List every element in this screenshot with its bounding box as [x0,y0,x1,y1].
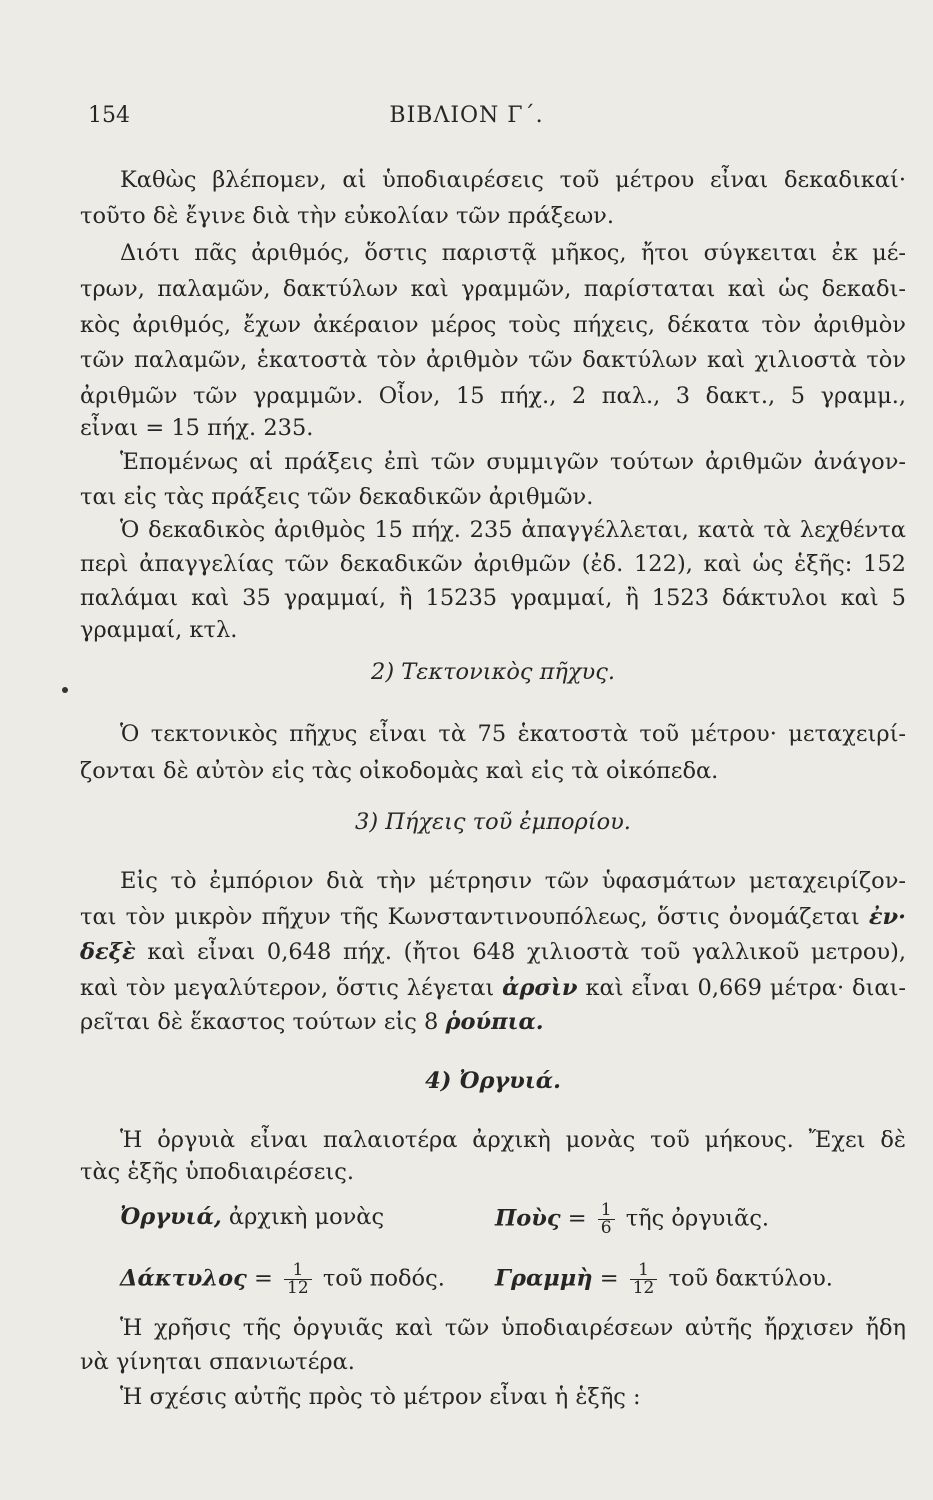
unit-desc: τοῦ ποδός. [322,1265,445,1292]
section-heading: 3) Πήχεις τοῦ ἐμπορίου. [355,809,631,835]
text-segment: καὶ τὸν μεγαλύτερον, ὅστις λέγεται [80,975,495,1001]
unit-term: Δάκτυλος [120,1265,247,1292]
text-segment: καὶ εἶναι 0,648 πήχ. (ἤτοι 648 χιλιοστὰ τοῦ γαλλικοῦ μετρου), [147,939,907,965]
term-endeze: ἐν· [868,904,906,930]
fraction [284,1262,312,1297]
ink-spot [62,687,68,693]
text-line: εἶναι = 15 πήχ. 235. [80,415,314,441]
unit-daktylos [120,1262,445,1297]
section-heading: 4) Ὀργυιά. [425,1068,561,1094]
unit-desc: τῆς ὀργυιᾶς. [625,1205,770,1232]
text-segment: ται τὸν μικρὸν πῆχυν τῆς Κωνσταντινουπόλεως, ὅστις ὀνομάζεται [80,904,860,930]
unit-orgyia [120,1202,384,1232]
equals-sign: = [567,1205,587,1232]
text-line: κὸς ἀριθμός, ἔχων ἀκέραιον μέρος τοὺς πήχεις, δέκατα τὸν ἀριθμὸν [80,312,906,338]
text-line: γραμμαί, κτλ. [80,617,238,643]
text-line: Διότι πᾶς ἀριθμός, ὅστις παριστᾷ μῆκος, ἤτοι σύγκειται ἐκ μέ- [120,240,906,266]
unit-desc: ἀρχικὴ μονὰς [228,1204,385,1230]
text-line: Ὁ δεκαδικὸς ἀριθμὸς 15 πήχ. 235 ἀπαγγέλλεται, κατὰ τὰ λεχθέντα [120,517,906,543]
text-line: παλάμαι καὶ 35 γραμμαί, ἢ 15235 γραμμαί, ἢ 1523 δάκτυλοι καὶ 5 [80,585,906,611]
text-line: Ἡ σχέσις αὐτῆς πρὸς τὸ μέτρον εἶναι ἡ ἑξῆς : [120,1384,641,1410]
fraction [598,1202,615,1237]
text-line: ἀριθμῶν τῶν γραμμῶν. Οἷον, 15 πήχ., 2 παλ., 3 δακτ., 5 γραμμ., [80,383,906,409]
fraction [630,1262,658,1297]
fraction-numerator: 1 [284,1262,312,1280]
text-line: ζονται δὲ αὐτὸν εἰς τὰς οἰκοδομὰς καὶ εἰς τὰ οἰκόπεδα. [80,758,719,784]
fraction-denominator: 6 [600,1218,612,1238]
text-segment: ρεῖται δὲ ἕκαστος τούτων εἰς 8 [80,1009,439,1035]
text-line: τῶν παλαμῶν, ἑκατοστὰ τὸν ἀριθμὸν τῶν δακτύλων καὶ χιλιοστὰ τὸν [80,347,906,373]
unit-term: Γραμμὴ [495,1265,593,1292]
text-line [80,902,906,932]
equals-sign: = [254,1265,273,1292]
text-line: Εἰς τὸ ἐμπόριον διὰ τὴν μέτρησιν τῶν ὑφασμάτων μεταχειρίζον- [120,868,906,894]
text-line [80,973,906,1003]
fraction-denominator: 12 [287,1278,309,1298]
unit-term: Ποὺς [495,1205,561,1232]
unit-desc: τοῦ δακτύλου. [668,1265,833,1292]
text-line: Ἑπομένως αἱ πράξεις ἐπὶ τῶν συμμιγῶν τούτων ἀριθμῶν ἀνάγον- [120,449,906,475]
page-header [88,103,845,133]
running-title: ΒΙΒΛΙΟΝ Γ΄. [389,103,544,128]
text-segment: καὶ εἶναι 0,669 μέτρα· διαι- [585,975,907,1001]
fraction-numerator: 1 [630,1262,658,1280]
term-arsin: ἀρσὶν [502,975,578,1001]
text-line [80,937,906,967]
text-line: Καθὼς βλέπομεν, αἱ ὑποδιαιρέσεις τοῦ μέτρου εἶναι δεκαδικαί· [120,167,906,193]
unit-pous [495,1202,769,1237]
text-line: νὰ γίνηται σπανιωτέρα. [80,1349,355,1375]
text-line: τὰς ἑξῆς ὑποδιαιρέσεις. [80,1159,354,1185]
text-line: Ἡ ὀργυιὰ εἶναι παλαιοτέρα ἀρχικὴ μονὰς τοῦ μήκους. Ἔχει δὲ [120,1127,906,1153]
fraction-denominator: 12 [632,1278,655,1298]
text-line [80,1007,906,1037]
text-line: τοῦτο δὲ ἔγινε διὰ τὴν εὐκολίαν τῶν πράξεων. [80,203,615,229]
text-line: Ὁ τεκτονικὸς πῆχυς εἶναι τὰ 75 ἑκατοστὰ τοῦ μέτρου· μεταχειρί- [120,721,906,747]
text-line: Ἡ χρῆσις τῆς ὀργυιᾶς καὶ τῶν ὑποδιαιρέσεων αὐτῆς ἤρχισεν ἤδη [120,1315,906,1341]
equals-sign: = [599,1265,619,1292]
fraction-numerator: 1 [598,1202,615,1220]
text-line: ται εἰς τὰς πράξεις τῶν δεκαδικῶν ἀριθμῶν. [80,484,594,510]
term-roupia: ῥούπια. [445,1009,544,1035]
text-line: τρων, παλαμῶν, δακτύλων καὶ γραμμῶν, παρίσταται καὶ ὡς δεκαδι- [80,276,906,302]
unit-grammi [495,1262,833,1297]
page-number: 154 [88,103,130,128]
section-heading: 2) Τεκτονικὸς πῆχυς. [371,659,615,685]
unit-term: Ὀργυιά, [120,1204,222,1230]
text-line: περὶ ἀπαγγελίας τῶν δεκαδικῶν ἀριθμῶν (ἐδ. 122), καὶ ὡς ἑξῆς: 152 [80,551,906,577]
term-endeze: δεξὲ [80,939,136,965]
